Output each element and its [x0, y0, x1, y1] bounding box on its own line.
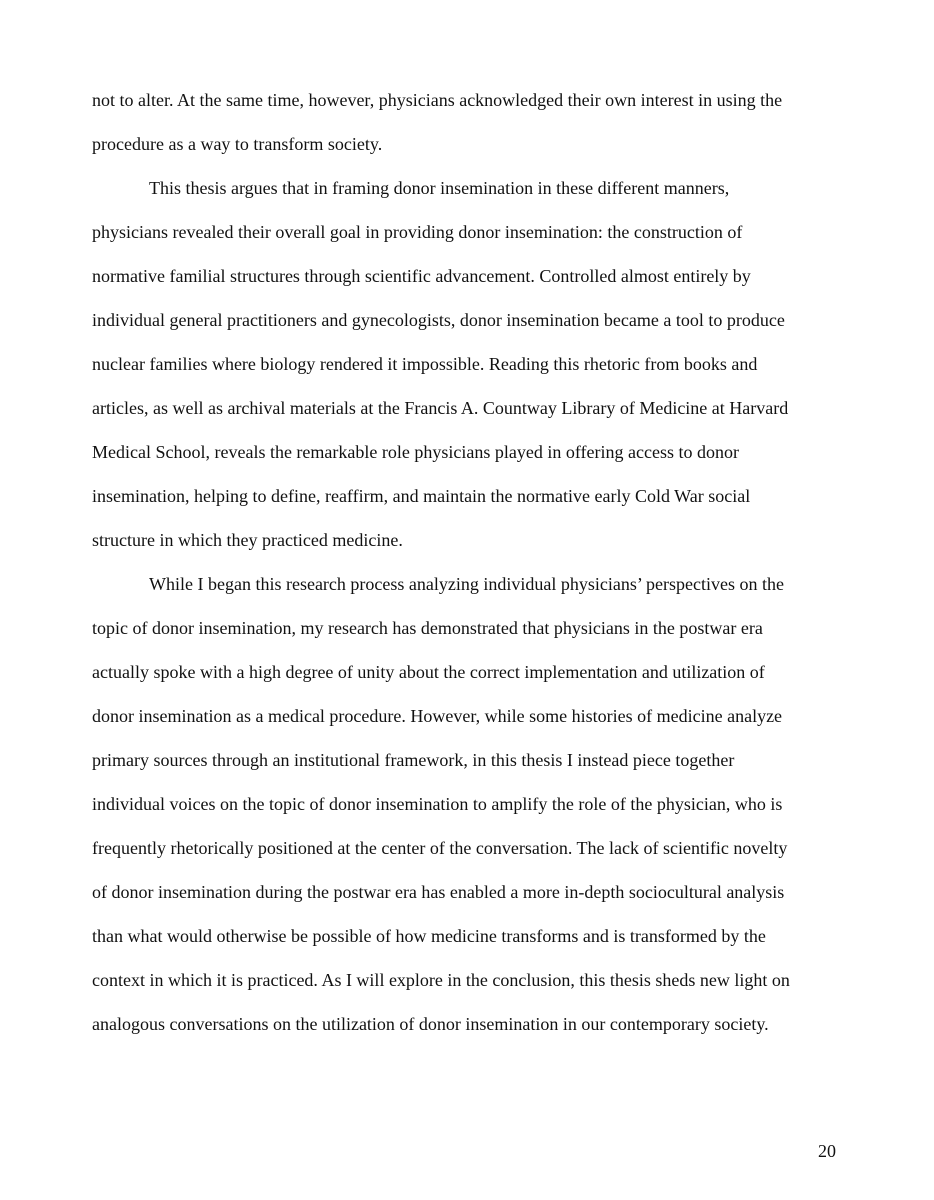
text-line: While I began this research process analyzing individual physicians’ perspectives on the	[149, 574, 784, 594]
text-line: actually spoke with a high degree of unity about the correct implementation and utilization of	[92, 662, 765, 682]
text-line: structure in which they practiced medicine.	[92, 530, 403, 550]
text-line: nuclear families where biology rendered it impossible. Reading this rhetoric from books and	[92, 354, 758, 374]
body-text	[92, 78, 842, 1046]
text-line: than what would otherwise be possible of how medicine transforms and is transformed by the	[92, 926, 766, 946]
text-line: Medical School, reveals the remarkable role physicians played in offering access to donor	[92, 442, 739, 462]
text-line: insemination, helping to define, reaffirm, and maintain the normative early Cold War social	[92, 486, 751, 506]
text-line: This thesis argues that in framing donor insemination in these different manners,	[149, 178, 730, 198]
paragraph-1	[92, 78, 842, 166]
text-line: articles, as well as archival materials at the Francis A. Countway Library of Medicine at Harvard	[92, 398, 789, 418]
text-line: context in which it is practiced. As I will explore in the conclusion, this thesis sheds new light on	[92, 970, 790, 990]
text-line: of donor insemination during the postwar era has enabled a more in-depth sociocultural analysis	[92, 882, 785, 902]
text-line: physicians revealed their overall goal in providing donor insemination: the construction of	[92, 222, 743, 242]
text-line: frequently rhetorically positioned at the center of the conversation. The lack of scientific novelty	[92, 838, 788, 858]
text-line: primary sources through an institutional framework, in this thesis I instead piece together	[92, 750, 735, 770]
text-line: individual general practitioners and gynecologists, donor insemination became a tool to produce	[92, 310, 785, 330]
text-line: normative familial structures through scientific advancement. Controlled almost entirely by	[92, 266, 751, 286]
page-number: 20	[818, 1141, 836, 1161]
text-line: donor insemination as a medical procedure. However, while some histories of medicine analyze	[92, 706, 783, 726]
text-line: individual voices on the topic of donor insemination to amplify the role of the physician, who is	[92, 794, 783, 814]
text-line: analogous conversations on the utilization of donor insemination in our contemporary society.	[92, 1014, 769, 1034]
text-line: not to alter. At the same time, however, physicians acknowledged their own interest in using the	[92, 90, 783, 110]
paragraph-2	[92, 166, 842, 562]
text-line: topic of donor insemination, my research has demonstrated that physicians in the postwar era	[92, 618, 763, 638]
paragraph-3	[92, 562, 842, 1046]
text-line: procedure as a way to transform society.	[92, 134, 383, 154]
